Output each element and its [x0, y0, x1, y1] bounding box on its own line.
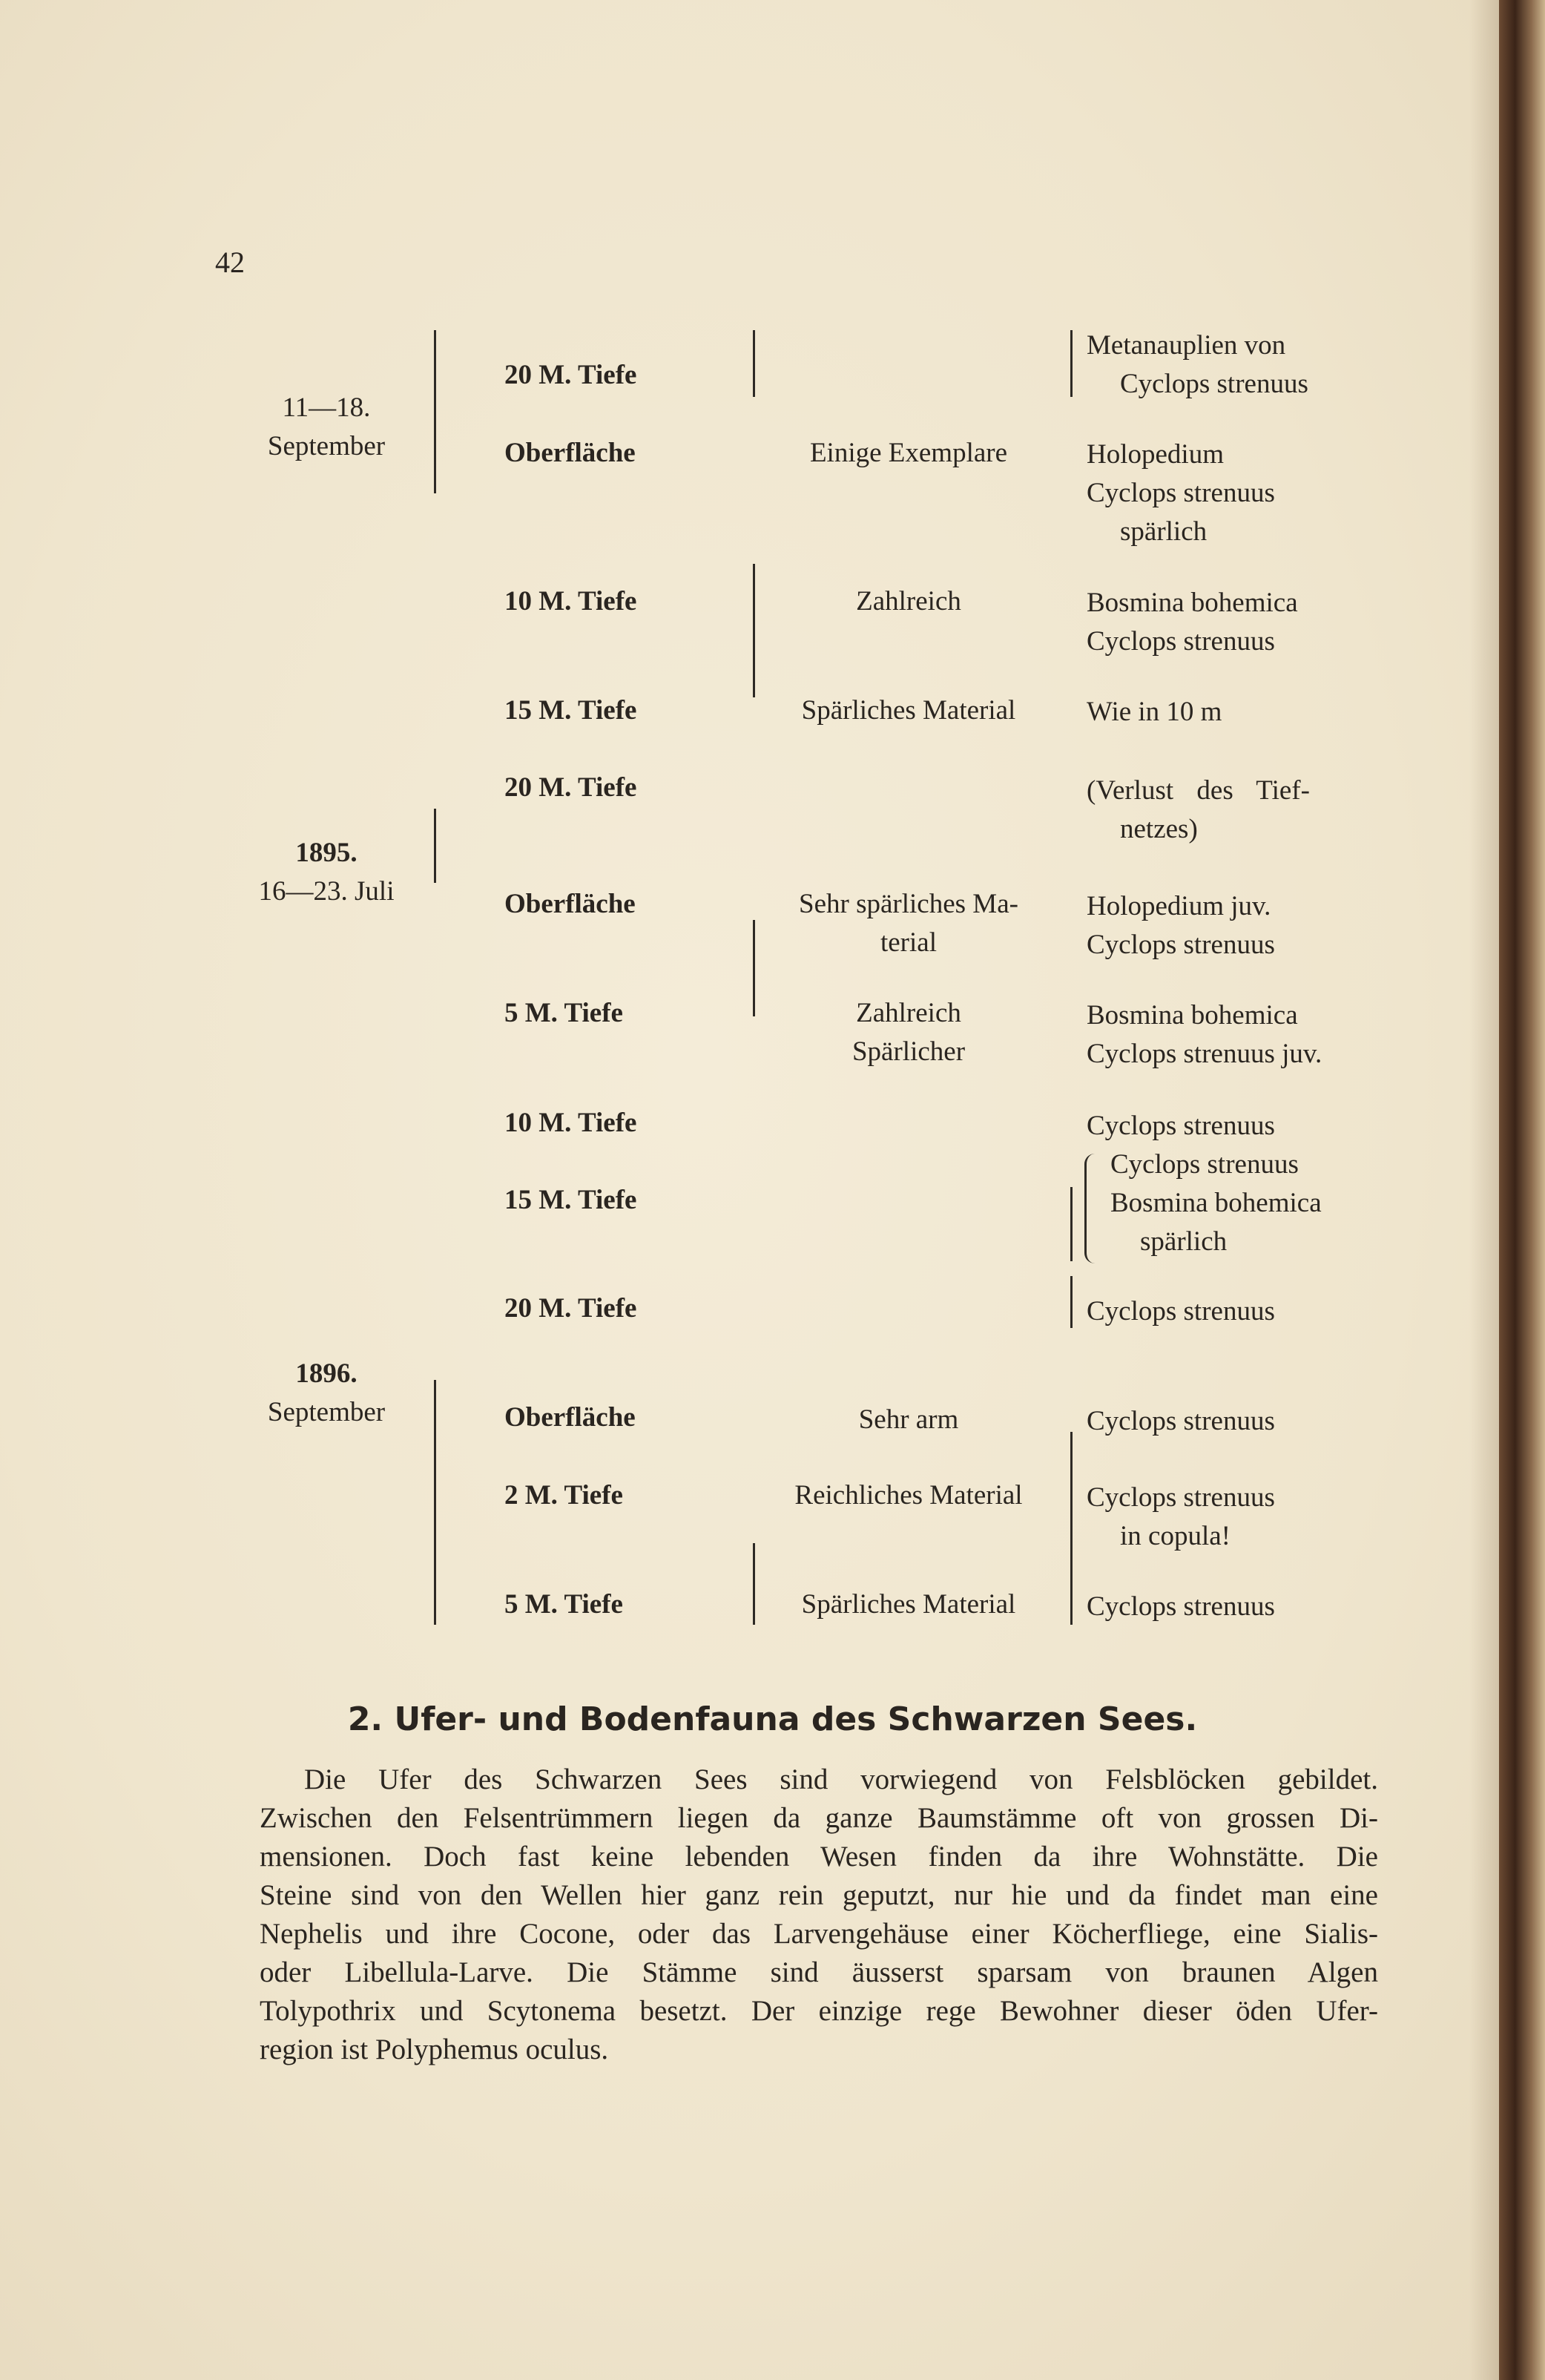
page-edge-shadow	[1469, 0, 1499, 2380]
row-13-depth: 5 M. Tiefe	[504, 1589, 623, 1620]
page-number: 42	[215, 246, 245, 279]
row-7-species-line-2: Cyclops strenuus juv.	[1087, 1039, 1322, 1069]
table-rule-2	[753, 330, 755, 397]
paragraph-line-6: oder Libellula-Larve. Die Stämme sind äusserst sparsam von braunen Algen	[260, 1956, 1378, 1988]
row-3-species-line-2: Cyclops strenuus	[1087, 626, 1275, 657]
table-rule-1	[434, 330, 436, 493]
row-11-depth: Oberfläche	[504, 1402, 636, 1433]
row-9-species-line-3: spärlich	[1140, 1226, 1228, 1257]
row-11-species: Cyclops strenuus	[1087, 1406, 1275, 1436]
table-rule-1c	[434, 1380, 436, 1625]
table-rule-3c	[1070, 1276, 1073, 1328]
row-6-species-line-1: Holopedium juv.	[1087, 891, 1271, 921]
row-6-depth: Oberfläche	[504, 889, 636, 919]
date-group-1-line-1: 11—18.	[282, 392, 371, 423]
species-brace	[1084, 1154, 1100, 1263]
row-3-depth: 10 M. Tiefe	[504, 586, 637, 617]
paragraph-line-5: Nephelis und ihre Cocone, oder das Larvengehäuse einer Köcherfliege, eine Sialis-	[260, 1918, 1378, 1950]
row-5-species-line-1: (Verlust des Tief-	[1087, 775, 1310, 806]
date-group-1-line-2: September	[267, 431, 386, 461]
row-10-depth: 20 M. Tiefe	[504, 1293, 637, 1324]
row-4-amount: Spärliches Material	[801, 695, 1016, 726]
row-5-depth: 20 M. Tiefe	[504, 772, 637, 803]
row-9-species-line-2: Bosmina bohemica	[1110, 1188, 1322, 1218]
paragraph-line-4: Steine sind von den Wellen hier ganz rein geputzt, nur hie und da findet man eine	[260, 1879, 1378, 1911]
row-11-amount: Sehr arm	[858, 1404, 959, 1435]
date-group-3-line-1: 1896.	[295, 1358, 358, 1389]
row-12-amount: Reichliches Material	[794, 1480, 1023, 1510]
row-2-species-line-2: Cyclops strenuus	[1087, 478, 1275, 508]
row-12-species-line-1: Cyclops strenuus	[1087, 1482, 1275, 1513]
paragraph-line-2: Zwischen den Felsentrümmern liegen da ganze Baumstämme oft von grossen Di-	[260, 1802, 1378, 1834]
date-group-3-line-2: September	[267, 1397, 386, 1427]
row-7-species-line-1: Bosmina bohemica	[1087, 1000, 1298, 1030]
row-2-species-line-1: Holopedium	[1087, 439, 1224, 470]
paragraph-line-8: region ist Polyphemus oculus.	[260, 2034, 609, 2065]
date-group-2-line-1: 1895.	[295, 838, 358, 868]
table-rule-1b	[434, 809, 436, 883]
row-5-species-line-2: netzes)	[1120, 814, 1198, 844]
paragraph-line-1: Die Ufer des Schwarzen Sees sind vorwiegend von Felsblöcken gebildet.	[304, 1763, 1378, 1795]
paragraph-line-7: Tolypothrix und Scytonema besetzt. Der einzige rege Bewohner dieser öden Ufer-	[260, 1995, 1378, 2027]
table-rule-2c	[753, 920, 755, 1016]
row-8-species: Cyclops strenuus	[1087, 1111, 1275, 1141]
table-rule-3b	[1070, 1187, 1073, 1261]
row-9-depth: 15 M. Tiefe	[504, 1185, 637, 1215]
row-7-depth: 5 M. Tiefe	[504, 998, 623, 1028]
table-rule-3d	[1070, 1432, 1073, 1625]
table-rule-3	[1070, 330, 1073, 397]
book-spine	[1499, 0, 1545, 2380]
row-4-depth: 15 M. Tiefe	[504, 695, 637, 726]
row-1-species-line-2: Cyclops strenuus	[1120, 369, 1308, 399]
row-2-depth: Oberfläche	[504, 438, 636, 468]
table-rule-2d	[753, 1543, 755, 1625]
row-13-species: Cyclops strenuus	[1087, 1591, 1275, 1622]
row-12-depth: 2 M. Tiefe	[504, 1480, 623, 1510]
row-12-species-line-2: in copula!	[1120, 1521, 1231, 1551]
paragraph-line-3: mensionen. Doch fast keine lebenden Wesen finden da ihre Wohnstätte. Die	[260, 1841, 1378, 1873]
row-3-species-line-1: Bosmina bohemica	[1087, 588, 1298, 618]
row-2-amount: Einige Exemplare	[809, 438, 1008, 468]
section-heading: 2. Ufer- und Bodenfauna des Schwarzen Sees.	[347, 1700, 1198, 1738]
row-2-species-line-3: spärlich	[1120, 516, 1208, 547]
row-13-amount: Spärliches Material	[801, 1589, 1016, 1620]
row-6-species-line-2: Cyclops strenuus	[1087, 930, 1275, 960]
row-7-amount-line-2: Spärlicher	[851, 1036, 966, 1067]
row-3-amount: Zahlreich	[856, 586, 961, 617]
body-paragraph	[260, 1761, 1378, 2069]
row-1-species-line-1: Metanauplien von	[1087, 330, 1286, 361]
date-group-2-line-2: 16—23. Juli	[258, 876, 395, 907]
row-1-depth: 20 M. Tiefe	[504, 360, 637, 390]
table-rule-2b	[753, 564, 755, 697]
row-6-amount-line-2: terial	[880, 927, 937, 958]
row-4-species: Wie in 10 m	[1087, 697, 1222, 727]
row-10-species: Cyclops strenuus	[1087, 1296, 1275, 1327]
row-7-amount-line-1: Zahlreich	[856, 998, 961, 1028]
row-6-amount-line-1: Sehr spärliches Ma-	[799, 889, 1018, 919]
row-9-species-line-1: Cyclops strenuus	[1110, 1149, 1299, 1180]
row-8-depth: 10 M. Tiefe	[504, 1108, 637, 1138]
